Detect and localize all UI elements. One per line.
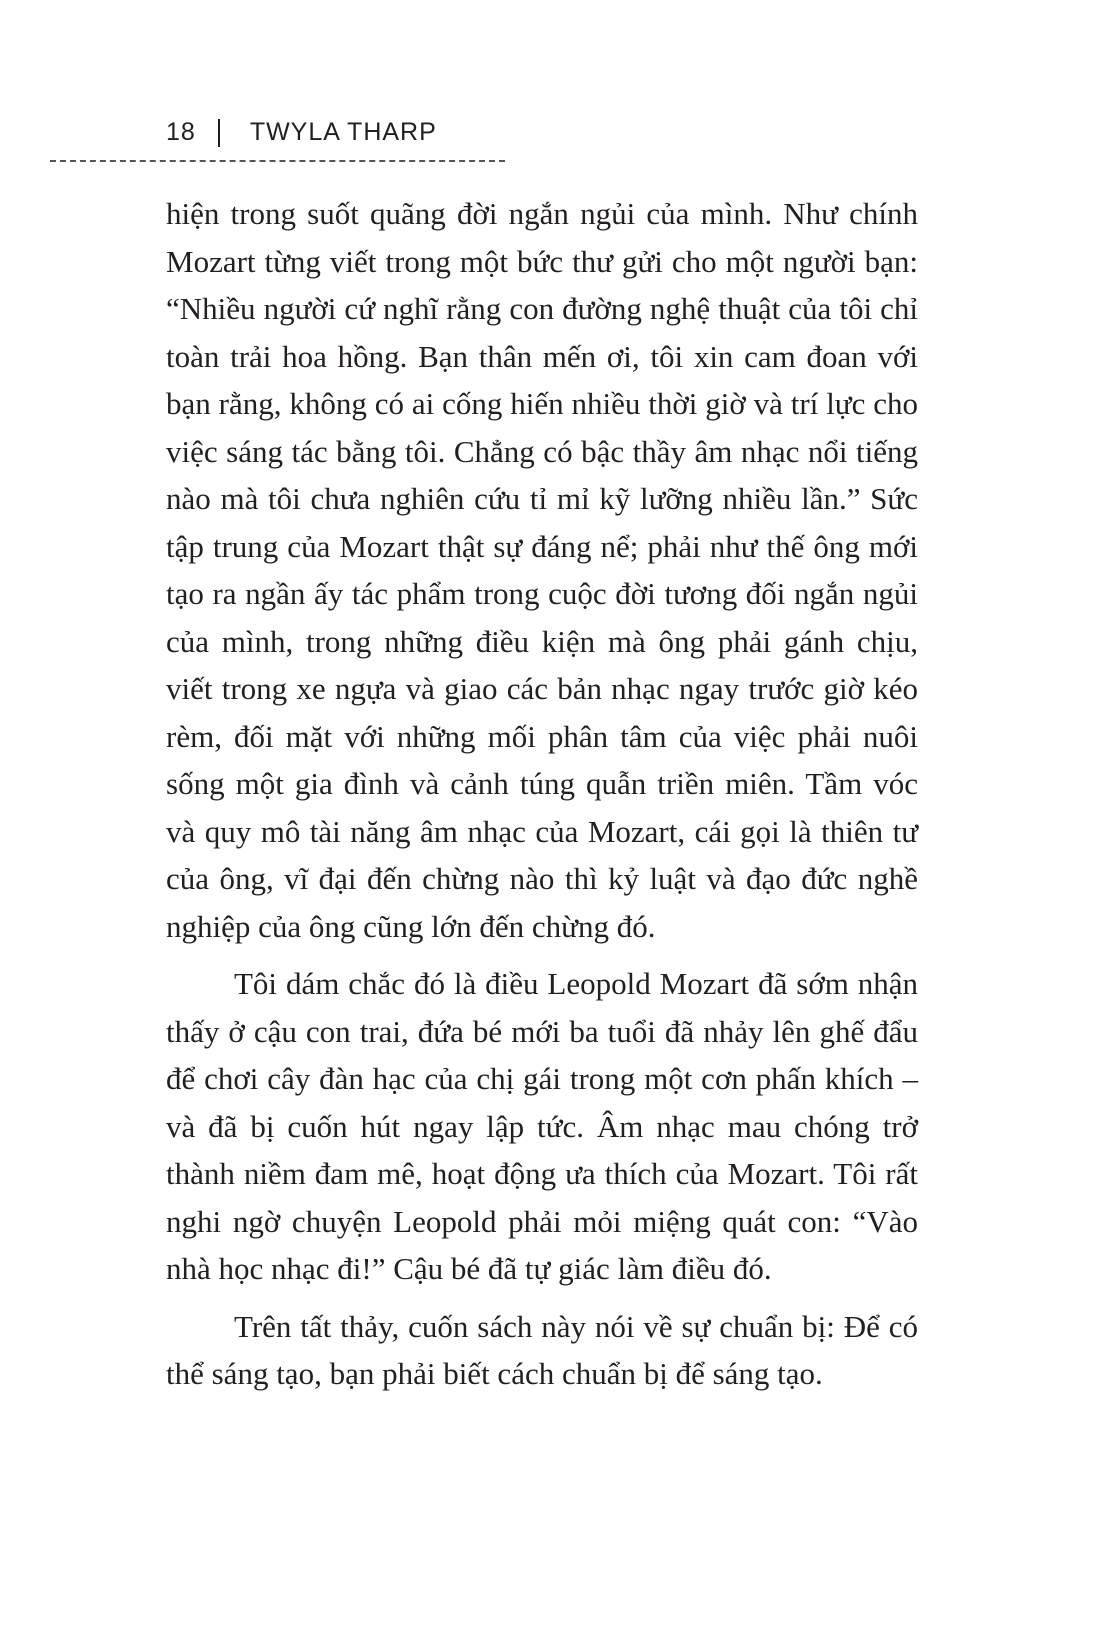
header-separator [218, 119, 220, 147]
paragraph: Trên tất thảy, cuốn sách này nói về sự chuẩn bị: Để có thể sáng tạo, bạn phải biết cách chuẩn bị để sáng tạo. [166, 1308, 918, 1391]
header-rule [50, 160, 505, 162]
running-author: TWYLA THARP [249, 118, 437, 146]
body-text [166, 190, 918, 1398]
running-header [166, 118, 437, 147]
page-number: 18 [166, 118, 196, 146]
paragraph: Tôi dám chắc đó là điều Leopold Mozart đã sớm nhận thấy ở cậu con trai, đứa bé mới ba tuổi đã nhảy lên ghế đẩu để chơi cây đàn hạc của chị gái trong một cơn phấn khích – và đã bị cuốn hút ngay lập tức. Âm nhạc mau chóng trở thành niềm đam mê, hoạt động ưa thích của Mozart. Tôi rất nghi ngờ chuyện Leopold phải mỏi miệng quát con: “Vào nhà học nhạc đi!” Cậu bé đã tự giác làm điều đó. [166, 966, 918, 1286]
paragraph: hiện trong suốt quãng đời ngắn ngủi của mình. Như chính Mozart từng viết trong một bức thư gửi cho một người bạn: “Nhiều người cứ nghĩ rằng con đường nghệ thuật của tôi chỉ toàn trải hoa hồng. Bạn thân mến ơi, tôi xin cam đoan với bạn rằng, không có ai cống hiến nhiều thời giờ và trí lực cho việc sáng tác bằng tôi. Chẳng có bậc thầy âm nhạc nổi tiếng nào mà tôi chưa nghiên cứu tỉ mỉ kỹ lưỡng nhiều lần.” Sức tập trung của Mozart thật sự đáng nể; phải như thế ông mới tạo ra ngần ấy tác phẩm trong cuộc đời tương đối ngắn ngủi của mình, trong những điều kiện mà ông phải gánh chịu, viết trong xe ngựa và giao các bản nhạc ngay trước giờ kéo rèm, đối mặt với những mối phân tâm của việc phải nuôi sống một gia đình và cảnh túng quẫn triền miên. Tầm vóc và quy mô tài năng âm nhạc của Mozart, cái gọi là thiên tư của ông, vĩ đại đến chừng nào thì kỷ luật và đạo đức nghề nghiệp của ông cũng lớn đến chừng đó. [166, 196, 918, 944]
